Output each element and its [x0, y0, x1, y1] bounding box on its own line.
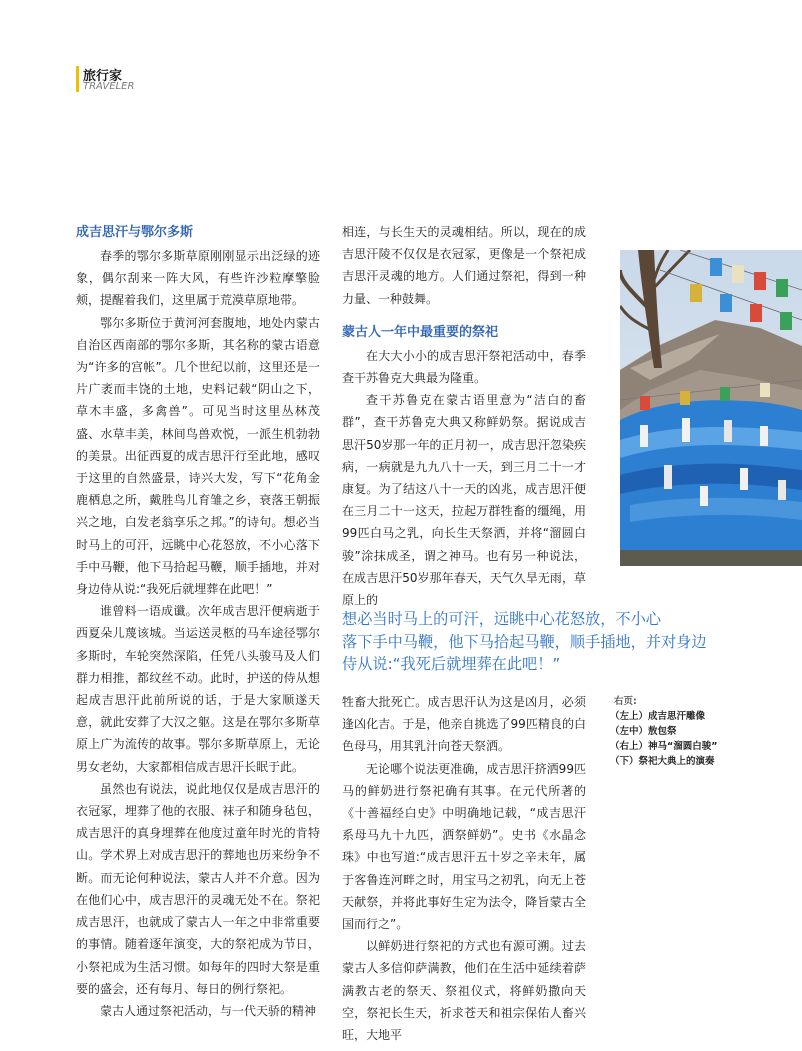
masthead-title: 旅行家	[83, 69, 123, 84]
paragraph: 以鲜奶进行祭祀的方式也有源可溯。过去蒙古人多信仰萨满教，他们在生活中延续着萨满教古老的祭天、祭祖仪式，将鲜奶撒向天空，祭祀长生天，祈求苍天和祖宗保佑人畜兴旺，大地平	[342, 939, 586, 1043]
paragraph: 无论哪个说法更准确，成吉思汗挤洒99匹马的鲜奶进行祭祀确有其事。在元代所著的《十善福经白史》中明确地记载，“成吉思汗系母马九十九匹，洒祭鲜奶”。史书《水晶念珠》中也写道:“成吉思汗五十岁之辛未年，属于客鲁连河畔之时，用宝马之初乳，向无上苍天献祭，并将此事好生定为法令，降旨蒙古全国而行之”。	[342, 761, 586, 932]
paragraph: 虽然也有说法，说此地仅仅是成吉思汗的衣冠冢，埋葬了他的衣服、袜子和随身毡包，成吉思汗的真身埋葬在他度过童年时光的肯特山。学术界上对成吉思汗的葬地也历来纷争不断。而无论何种说法，蒙古人并不介意。因为在他们心中，成吉思汗的灵魂无处不在。祭祀成吉思汗，也就成了蒙古人一年之中非常重要的事情。随着逐年演变，大的祭祀成为节日，小祭祀成为生活习惯。如每年的四时大祭是重要的盛会，还有每月、每日的例行祭祀。	[76, 781, 320, 996]
paragraph: 在大大小小的成吉思汗祭祀活动中，春季查干苏鲁克大典最为隆重。	[342, 348, 586, 386]
paragraph: 牲畜大批死亡。成吉思汗认为这是凶月，必须逢凶化吉。于是，他亲自挑选了99匹精良的白色母马，用其乳汁向苍天祭洒。	[342, 695, 586, 754]
photo-caption	[610, 694, 800, 769]
pull-quote-line: 想必当时马上的可汗，远眺中心花怒放，不小心	[342, 610, 661, 628]
masthead-accent-bar	[76, 66, 79, 92]
paragraph: 鄂尔多斯位于黄河河套腹地，地处内蒙古自治区西南部的鄂尔多斯，其名称的蒙古语意为“许多的宫帐”。几个世纪以前，这里还是一片广袤而丰饶的土地，史料记载“阴山之下，草木丰盛，多禽兽”。可见当时这里丛林茂盛、水草丰美，林间鸟兽欢悦，一派生机勃勃的美景。出征西夏的成吉思汗行至此地，感叹于这里的自然盛景，诗兴大发，写下“花角金鹿栖息之所，戴胜鸟儿育雏之乡，衰落王朝振兴之地，白发老翁享乐之邦。”的诗句。想必当时马上的可汗，远眺中心花怒放，不小心落下手中马鞭，他下马拾起马鞭，顺手插地，并对身边侍从说:“我死后就埋葬在此吧！”	[76, 315, 320, 597]
caption-item: （左上）成吉思汗雕像	[610, 711, 706, 722]
paragraph: 谁曾料一语成谶。次年成吉思汗便病逝于西夏朵儿蔑该城。当运送灵柩的马车途径鄂尔多斯时，车轮突然深陷，任凭八头骏马及人们群力相推，都纹丝不动。此时，护送的侍从想起成吉思汗此前所说的话，于是大家顺遂天意，就此安葬了大汉之躯。这是在鄂尔多斯草原上广为流传的故事。鄂尔多斯草原上，无论男女老幼，大家都相信成吉思汗长眠于此。	[76, 604, 320, 774]
caption-heading: 右页:	[614, 696, 637, 707]
caption-item: （下）祭祀大典上的演奏	[610, 756, 715, 767]
pull-quote-line: 落下手中马鞭，他下马拾起马鞭，顺手插地，并对身边	[342, 632, 707, 651]
paragraph: 查干苏鲁克在蒙古语里意为“洁白的畜群”，查干苏鲁克大典又称鲜奶祭。据说成吉思汗50岁那一年的正月初一，成吉思汗忽染疾病，一病就是九九八十一天，到三月二十一才康复。为了结这八十一天的凶兆，成吉思汗便在三月二十一这天，拉起万群牲畜的缰绳，用99匹白马之乳，向长生天祭洒，并将“溜圆白骏”涂抹成圣，谓之神马。也有另一种说法，在成吉思汗50岁那年春天，天气久旱无雨，草原上的	[342, 393, 586, 608]
prayer-flag-photo	[620, 250, 802, 566]
caption-item: （右上）神马“溜圆白骏”	[610, 741, 718, 752]
section-heading: 蒙古人一年中最重要的祭祀	[342, 324, 499, 340]
article-column-2	[342, 221, 586, 611]
section-heading: 成吉思汗与鄂尔多斯	[76, 225, 194, 240]
article-column-3	[342, 691, 586, 1046]
caption-item: （左中）敖包祭	[610, 726, 677, 737]
paragraph: 相连，与长生天的灵魂相结。所以，现在的成吉思汗陵不仅仅是衣冠冢，更像是一个祭祀成吉思汗灵魂的地方。人们通过祭祀，得到一种力量、一种鼓舞。	[342, 225, 586, 306]
prayer-flag-illustration	[620, 250, 802, 566]
paragraph: 春季的鄂尔多斯草原刚刚显示出泛绿的迹象，偶尔刮来一阵大风，有些许沙粒摩擎脸颊，提醒着我们，这里属于荒漠草原地带。	[76, 249, 320, 308]
article-column-1	[76, 222, 320, 1022]
pull-quote	[342, 608, 742, 676]
paragraph: 蒙古人通过祭祀活动，与一代天骄的精神	[100, 1003, 317, 1018]
masthead-subtitle: TRAVELER	[83, 81, 135, 92]
pull-quote-line: 侍从说:“我死后就埋葬在此吧！”	[342, 655, 561, 673]
